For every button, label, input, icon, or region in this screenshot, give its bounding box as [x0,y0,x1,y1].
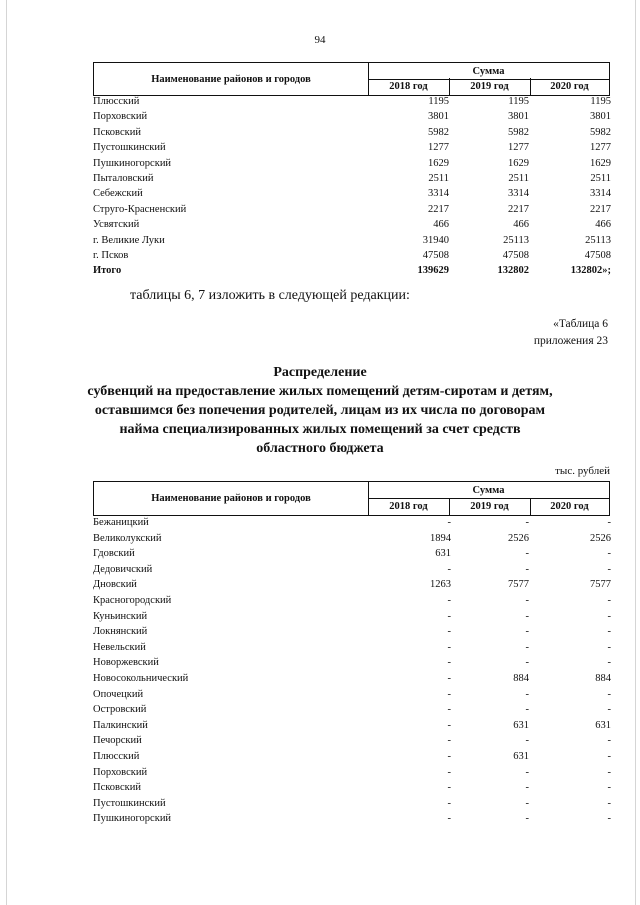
table-row [93,609,613,625]
row-value-2019: - [525,766,529,778]
row-value-2018: - [447,813,451,825]
table-row [93,733,613,749]
row-name: Себежский [93,188,143,200]
row-value-2020: 884 [595,672,611,684]
table2-header-year-2020: 2020 год [550,501,589,512]
row-value-2018: - [447,563,451,575]
row-value-2018: 631 [435,548,451,560]
row-value-2020: - [607,766,611,778]
row-value-2018: 2511 [428,172,449,184]
title-line-5: областного бюджета [256,441,384,456]
row-name: Порховский [93,111,148,123]
row-value-2019: 884 [513,672,529,684]
row-value-2018: 2217 [428,203,449,215]
row-name: Плюсский [93,750,140,762]
row-name: Красногородский [93,594,172,606]
row-value-2019: 1629 [508,157,529,169]
table-row [93,687,613,703]
row-value-2018: 3801 [428,111,449,123]
row-value-2018: 1894 [430,532,451,544]
row-name: Плюсский [93,96,140,107]
row-value-2018: - [447,766,451,778]
table-row [93,546,613,562]
table-row [93,671,613,687]
title-line-2: субвенций на предоставление жилых помещений детям-сиротам и детям, [87,384,553,399]
row-value-2018: 1629 [428,157,449,169]
row-name: Усвятский [93,219,140,231]
row-value-2020: - [607,641,611,653]
table-row [93,531,613,547]
row-value-2019: - [525,610,529,622]
table1-body [93,94,613,279]
row-name: г. Великие Луки [93,234,165,246]
row-value-2020: 2511 [590,172,611,184]
row-name: Куньинский [93,610,148,622]
row-value-2019: - [525,782,529,794]
row-name: Струго-Красненский [93,203,187,215]
row-value-2020: - [607,704,611,716]
table-row [93,202,613,217]
row-value-2018: - [447,657,451,669]
row-value-2020: 3801 [590,111,611,123]
row-value-2018: 47508 [422,249,449,261]
row-value-2020: - [607,626,611,638]
row-name: Островский [93,704,147,716]
row-name: Псковский [93,782,141,794]
table2-header-sum: Сумма [368,482,609,499]
row-value-2018: - [447,797,451,809]
table-row [93,640,613,656]
row-value-2018: - [447,517,451,528]
row-value-2020: 1195 [590,96,611,107]
table-row [93,125,613,140]
row-name: Палкинский [93,719,148,731]
row-value-2020: - [607,563,611,575]
table2-header [93,481,610,516]
row-name: Пустошкинский [93,142,166,154]
row-value-2020: - [607,594,611,606]
row-value-2020: - [607,610,611,622]
row-name: Печорский [93,735,142,747]
row-value-2020: 1277 [590,142,611,154]
row-name: Дедовичский [93,563,153,575]
row-value-2020: 1629 [590,157,611,169]
row-name: Пыталовский [93,172,154,184]
row-value-2020: 3314 [590,188,611,200]
row-value-2019: - [525,657,529,669]
page-number: 94 [314,34,326,46]
row-value-2019: 2217 [508,203,529,215]
row-value-2020: - [607,813,611,825]
row-name: Псковский [93,126,141,138]
row-name: Великолукский [93,532,162,544]
table-row [93,562,613,578]
table-row [93,248,613,263]
row-value-2019: - [525,735,529,747]
row-value-2019: 5982 [508,126,529,138]
row-name: Пустошкинский [93,797,166,809]
row-name: Пушкиногорский [93,813,172,825]
row-value-2019: - [525,688,529,700]
row-name: г. Псков [93,249,129,261]
row-value-2018: - [447,641,451,653]
table-row [93,702,613,718]
units-label: тыс. рублей [555,465,610,477]
table-row [93,796,613,812]
row-value-2018: - [447,719,451,731]
row-value-2019: 466 [513,219,529,231]
row-value-2018: 5982 [428,126,449,138]
row-value-2019: - [525,517,529,528]
table-row [93,233,613,248]
row-value-2020: 25113 [585,234,611,246]
reference-table: «Таблица 6 [553,318,608,330]
row-name: Пушкиногорский [93,157,172,169]
row-value-2019: 2511 [508,172,529,184]
row-value-2020: - [607,750,611,762]
table1-header-year-2018: 2018 год [368,78,450,95]
table-row [93,515,613,531]
table-row [93,140,613,155]
reference-appendix: приложения 23 [533,335,608,347]
row-value-2018: - [447,626,451,638]
total-row-value-2018: 139629 [417,265,449,277]
table-row [93,186,613,201]
row-value-2020: - [607,735,611,747]
table-row [93,765,613,781]
total-row-value-2020: 132802»; [570,265,611,277]
table-row [93,156,613,171]
row-value-2020: - [607,657,611,669]
title-line-1: Распределение [273,365,367,380]
table-row [93,94,613,109]
row-name: Бежаницкий [93,517,149,528]
row-value-2019: - [525,641,529,653]
row-name: Порховский [93,766,148,778]
table-row [93,577,613,593]
row-value-2019: 1195 [508,96,529,107]
row-value-2020: 2526 [590,532,611,544]
table-row [93,811,613,827]
total-label: Итого [93,265,122,277]
table-row [93,780,613,796]
row-value-2019: - [525,563,529,575]
table-row [93,217,613,232]
row-name: Новоржевский [93,657,159,669]
row-name: Новосокольнический [93,672,189,684]
row-value-2019: 2526 [508,532,529,544]
row-value-2019: 1277 [508,142,529,154]
table2-header-year-2019: 2019 год [449,498,531,515]
row-value-2019: 3801 [508,111,529,123]
row-value-2019: - [525,797,529,809]
table-total-row [93,263,613,278]
row-value-2018: - [447,750,451,762]
row-value-2020: 47508 [584,249,611,261]
row-name: Опочецкий [93,688,144,700]
table-row [93,624,613,640]
table-row [93,718,613,734]
row-value-2018: - [447,688,451,700]
table1-header-year-2019: 2019 год [449,78,531,95]
row-value-2018: - [447,610,451,622]
row-value-2018: - [447,735,451,747]
row-value-2019: 47508 [502,249,529,261]
row-value-2018: 466 [433,219,449,231]
row-value-2020: - [607,517,611,528]
row-value-2020: 466 [595,219,611,231]
row-value-2019: - [525,813,529,825]
row-value-2018: 1195 [428,96,449,107]
row-name: Гдовский [93,548,135,560]
total-row-value-2019: 132802 [497,265,529,277]
title-line-3: оставшимся без попечения родителей, лицам из их числа по договорам [94,403,546,418]
row-value-2020: 2217 [590,203,611,215]
title-line-4: найма специализированных жилых помещений за счет средств [119,422,521,437]
row-value-2018: 31940 [422,234,449,246]
table-row [93,749,613,765]
row-name: Невельский [93,641,146,653]
table1-header-year-2020: 2020 год [550,81,589,92]
table1-header-name: Наименование районов и городов [94,63,369,95]
table-row [93,655,613,671]
row-value-2019: - [525,548,529,560]
row-value-2019: - [525,704,529,716]
row-value-2020: 5982 [590,126,611,138]
row-value-2019: 3314 [508,188,529,200]
table2-header-year-2018: 2018 год [368,498,450,515]
table2-header-name: Наименование районов и городов [94,482,369,515]
row-value-2018: 1263 [430,579,451,591]
row-name: Дновский [93,579,137,591]
row-value-2020: 7577 [590,579,611,591]
row-value-2020: - [607,797,611,809]
table-row [93,593,613,609]
row-value-2020: 631 [595,719,611,731]
row-name: Локнянский [93,626,148,638]
table-row [93,109,613,124]
row-value-2018: - [447,782,451,794]
row-value-2018: - [447,594,451,606]
table1-header [93,62,610,96]
paragraph: таблицы 6, 7 изложить в следующей редакции: [130,288,410,303]
row-value-2019: - [525,594,529,606]
row-value-2018: 1277 [428,142,449,154]
row-value-2019: 631 [513,750,529,762]
row-value-2018: - [447,672,451,684]
table1-header-sum: Сумма [368,63,609,80]
row-value-2020: - [607,782,611,794]
row-value-2019: 631 [513,719,529,731]
row-value-2019: 7577 [508,579,529,591]
row-value-2020: - [607,548,611,560]
row-value-2019: 25113 [503,234,529,246]
table2-body [93,515,613,827]
row-value-2020: - [607,688,611,700]
row-value-2019: - [525,626,529,638]
table-row [93,171,613,186]
row-value-2018: - [447,704,451,716]
row-value-2018: 3314 [428,188,449,200]
